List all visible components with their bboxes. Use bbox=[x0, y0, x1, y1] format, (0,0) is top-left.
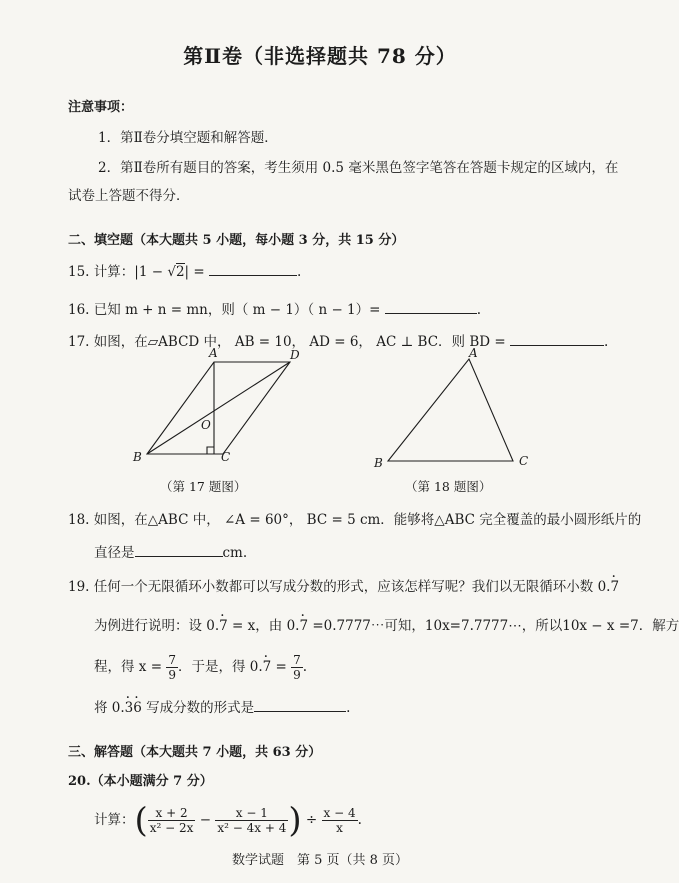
left-paren: ( bbox=[134, 800, 148, 841]
sqrt-symbol: √ bbox=[167, 264, 176, 280]
division-sign: ÷ bbox=[305, 812, 318, 828]
question-unit: cm. bbox=[222, 545, 248, 561]
vertex-label-c: C bbox=[519, 454, 529, 468]
vertex-label-b: B bbox=[133, 450, 142, 464]
question-19-line-4 bbox=[94, 696, 350, 716]
question-end: . bbox=[296, 264, 302, 280]
radicand: 2 bbox=[175, 264, 185, 280]
right-angle-mark bbox=[207, 447, 214, 454]
question-19-line-1 bbox=[68, 575, 619, 595]
text-segment: 为例进行说明：设 0. bbox=[94, 618, 220, 634]
question-text: 已知 m + n = mn，则（ m − 1）（ n − 1）= bbox=[93, 302, 381, 318]
numerator: x − 1 bbox=[215, 806, 288, 821]
question-line-1: 如图，在△ABC 中， ∠A = 60°， BC = 5 cm．能够将△ABC 完全覆盖的最小圆形纸片的 bbox=[93, 512, 642, 528]
figure-17-caption: （第 17 题图） bbox=[160, 479, 247, 494]
text-segment: = x，由 0. bbox=[227, 618, 300, 634]
answer-blank[interactable] bbox=[510, 331, 604, 346]
denominator: x² − 2x bbox=[149, 821, 194, 835]
question-15 bbox=[68, 260, 301, 280]
question-text: 如图，在▱ABCD 中， AB = 10， AD = 6， AC ⊥ BC．则 BD = bbox=[93, 334, 506, 350]
question-text: 任何一个无限循环小数都可以写成分数的形式，应该怎样写呢？我们以无限循环小数 0. bbox=[93, 579, 611, 595]
abs-close: | = bbox=[184, 264, 205, 280]
text-segment: . bbox=[302, 659, 308, 675]
question-20-expression bbox=[94, 800, 362, 840]
right-paren: ) bbox=[288, 800, 302, 841]
text-segment: 将 0. bbox=[94, 700, 125, 716]
question-19-line-2 bbox=[94, 614, 679, 634]
minus-sign: − bbox=[199, 812, 212, 828]
figure-18-triangle bbox=[368, 345, 538, 470]
question-number: 19. bbox=[68, 579, 90, 595]
vertex-label-a: A bbox=[469, 346, 478, 360]
text-segment: ．于是，得 0. bbox=[177, 659, 263, 675]
question-prefix: 计算： bbox=[93, 264, 135, 280]
answer-blank[interactable] bbox=[209, 261, 297, 276]
page-title: 第Ⅱ卷（非选择题共 78 分） bbox=[183, 44, 457, 68]
question-18 bbox=[68, 508, 641, 528]
text-segment: = bbox=[271, 659, 287, 675]
denominator: 9 bbox=[293, 668, 301, 682]
question-18-line-2 bbox=[94, 541, 247, 561]
question-20-heading: 20.（本小题满分 7 分） bbox=[68, 774, 213, 789]
repeating-digit: 7 · bbox=[263, 652, 272, 682]
fraction-seven-ninths bbox=[291, 653, 303, 682]
text-segment: 程，得 x = bbox=[94, 659, 163, 675]
repeating-digit: 3 · bbox=[125, 700, 134, 716]
answer-blank[interactable] bbox=[385, 299, 477, 314]
question-end: . bbox=[476, 302, 482, 318]
numerator: 7 bbox=[293, 653, 301, 667]
diagonal-bd bbox=[147, 362, 290, 454]
numerator: x − 4 bbox=[323, 806, 356, 820]
denominator: x bbox=[336, 821, 343, 835]
vertex-label-a: A bbox=[209, 346, 218, 360]
question-number: 16. bbox=[68, 302, 90, 318]
point-label-o: O bbox=[201, 418, 211, 432]
text-segment: =0.7777⋯可知，10x=7.7777⋯，所以10x − x =7．解方 bbox=[308, 618, 679, 634]
question-prefix: 计算： bbox=[94, 812, 135, 828]
abs-open: |1 − bbox=[134, 264, 168, 280]
answer-blank[interactable] bbox=[254, 697, 346, 712]
section-3-heading: 三、解答题（本大题共 7 小题，共 63 分） bbox=[68, 745, 322, 760]
denominator: 9 bbox=[168, 668, 176, 682]
numerator: 7 bbox=[168, 653, 176, 667]
vertex-label-c: C bbox=[221, 450, 231, 464]
figure-18-caption: （第 18 题图） bbox=[405, 479, 492, 494]
figure-17-parallelogram bbox=[125, 345, 315, 470]
numerator: x + 2 bbox=[148, 806, 196, 821]
notice-heading: 注意事项： bbox=[68, 100, 134, 115]
page-footer: 数学试题 第 5 页（共 8 页） bbox=[231, 853, 409, 868]
answer-blank[interactable] bbox=[135, 542, 223, 557]
question-number: 18. bbox=[68, 512, 90, 528]
notice-item-2-line1: 2．第Ⅱ卷所有题目的答案，考生须用 0.5 毫米黑色签字笔答在答题卡规定的区域内，在 bbox=[98, 160, 619, 176]
denominator: x² − 4x + 4 bbox=[217, 821, 287, 835]
fraction-1 bbox=[148, 806, 196, 835]
repeating-digit: 7 · bbox=[299, 618, 308, 634]
vertex-label-b: B bbox=[374, 456, 383, 470]
text-segment: . bbox=[346, 700, 351, 716]
section-2-heading: 二、填空题（本大题共 5 小题，每小题 3 分，共 15 分） bbox=[68, 233, 405, 248]
notice-item-2-line2: 试卷上答题不得分． bbox=[68, 188, 190, 204]
fraction-seven-ninths bbox=[166, 653, 178, 682]
repeating-digit: 6 · bbox=[133, 700, 142, 716]
question-number: 15. bbox=[68, 264, 90, 280]
question-19-line-3 bbox=[94, 652, 307, 682]
fraction-3 bbox=[322, 806, 358, 835]
question-number: 17. bbox=[68, 334, 90, 350]
triangle-abc bbox=[388, 359, 513, 461]
repeating-digit: 7 · bbox=[610, 579, 619, 595]
text-segment: . bbox=[357, 812, 362, 828]
notice-item-1: 1．第Ⅱ卷分填空题和解答题． bbox=[98, 130, 278, 146]
fraction-2 bbox=[215, 806, 288, 835]
text-segment: 写成分数的形式是 bbox=[141, 700, 255, 716]
vertex-label-d: D bbox=[290, 348, 300, 362]
question-end: . bbox=[604, 334, 609, 350]
question-prefix: 直径是 bbox=[94, 545, 135, 561]
repeating-digit: 7 · bbox=[219, 618, 228, 634]
question-16 bbox=[68, 298, 481, 318]
